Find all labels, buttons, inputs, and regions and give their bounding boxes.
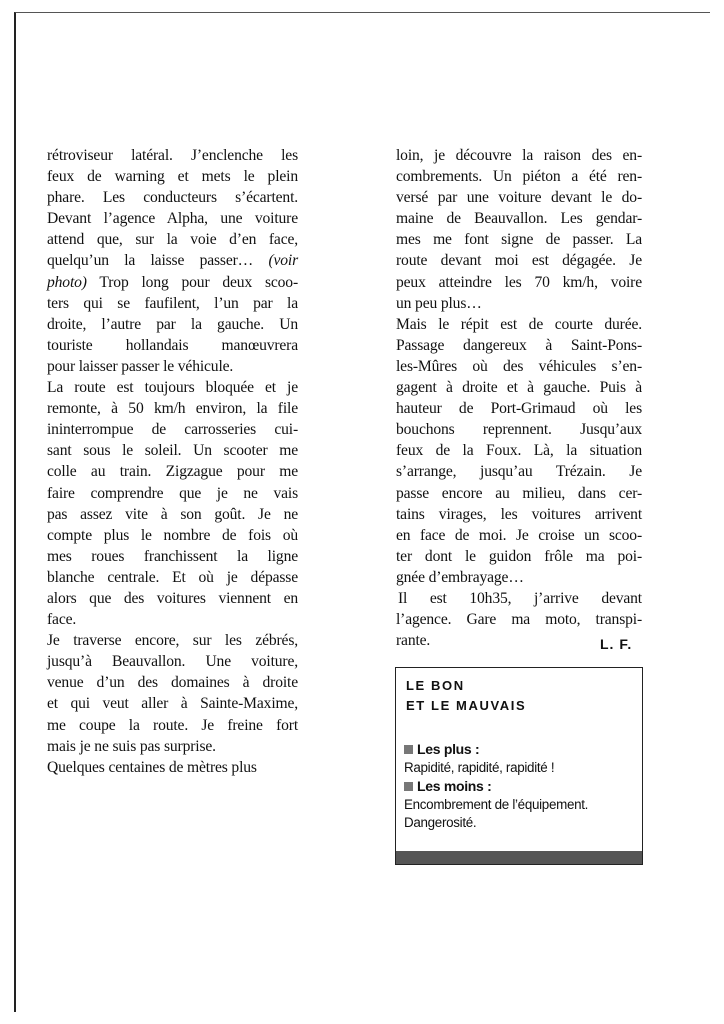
box-title-line: ET LE MAUVAIS [406,698,527,713]
text-line: et qui veut aller à Sainte-Maxime, [47,695,298,713]
text-line-with-italic [47,250,298,271]
text-line: Passage dangereux à Saint-Pons- [396,336,642,354]
square-bullet-icon [404,782,413,791]
text-line: Devant l’agence Alpha, une voiture [47,210,298,228]
text-line: La route est toujours bloquée et je [47,379,298,397]
box-bottom-bar [396,851,642,864]
minus-text: Dangerosité. [404,815,477,830]
box-title-line: LE BON [406,678,465,693]
text-line: Je traverse encore, sur les zébrés, [47,632,298,650]
text-line: blanche centrale. Et où je dépasse [47,568,298,586]
text-line: feux de warning et mets le plein [47,168,298,186]
text-line: versé par une voiture devant le do- [396,189,642,207]
text-line: feux de la Foux. Là, la situation [396,442,642,460]
text-line: venue d’un des domaines à droite [47,674,298,692]
box-body [404,740,636,833]
text-line: colle au train. Zigzague pour me [47,463,298,481]
text-line: bouchons reprennent. Jusqu’aux [396,421,642,439]
text-line: s’arrange, jusqu’au Trézain. Je [396,463,642,481]
text-line: mes roues franchissent la ligne [47,547,298,565]
plus-heading [404,740,636,759]
text-line: Il est 10h35, j’arrive devant [398,589,642,607]
text-line: passe encore au milieu, dans cer- [396,484,642,502]
text-line: touriste hollandais manœuvrera [47,336,298,354]
minus-text: Encombrement de l’équipement. [404,796,589,812]
text-segment: Trop long pour deux scoo- [86,273,298,291]
text-line: combrements. Un piéton a été ren- [396,168,642,186]
left-column [47,145,298,778]
text-line: ter dont le guidon frôle ma poi- [396,547,642,565]
text-line: sant sous le soleil. Un scooter me [47,442,298,460]
box-title [406,676,526,716]
text-line: alors que des voitures viennent en [47,589,298,607]
text-line: jusqu’à Beauvallon. Une voiture, [47,653,298,671]
text-line: route devant moi est dégagée. Je [396,252,642,270]
text-line: l’agence. Gare ma moto, transpi- [396,611,642,629]
plus-heading-label: Les plus : [417,741,480,757]
text-line: faire comprendre que je ne vais [47,484,298,502]
italic-segment: (voir [268,252,298,270]
plus-text: Rapidité, rapidité, rapidité ! [404,759,555,775]
text-line: face. [47,611,77,629]
italic-segment: photo) [47,273,87,291]
text-line: ters qui se faufilent, l’un par la [47,294,298,312]
verdict-box [395,667,643,865]
text-line: Mais le répit est de courte durée. [396,315,642,333]
text-line: phare. Les conducteurs s’écartent. [47,189,298,207]
text-line: compte plus le nombre de fois où [47,526,298,544]
text-segment: quelqu’un la laisse passer… [47,252,254,270]
text-line: droite, l’autre par la gauche. Un [47,315,298,333]
text-line: peux atteindre les 70 km/h, voire [396,273,642,291]
text-line: rante. [396,632,431,650]
text-line: gagent à droite et à gauche. Puis à [396,379,642,397]
right-column [396,145,642,651]
text-line: mais je ne suis pas surprise. [47,737,216,755]
text-line: attend que, sur la voie d’en face, [47,231,298,249]
text-line: loin, je découvre la raison des en- [396,147,642,164]
text-line: les-Mûres où des véhicules s’en- [396,357,642,375]
text-line: pas assez vite à son goût. Je ne [47,505,298,523]
author-signature: L. F. [600,636,633,652]
text-line: tains virages, les voitures arrivent [396,505,642,523]
text-line: hauteur de Port-Grimaud où les [396,400,642,418]
text-line: me coupe la route. Je freine fort [47,716,298,734]
text-line: gnée d’embrayage… [396,568,524,586]
text-line: rétroviseur latéral. J’enclenche les [47,147,298,164]
text-line: mes me font signe de passer. La [396,231,642,249]
square-bullet-icon [404,745,413,754]
text-line: ininterrompue de carrosseries cui- [47,421,298,439]
text-line: un peu plus… [396,294,482,312]
text-line: Quelques centaines de mètres plus [47,758,257,776]
text-line: maine de Beauvallon. Les gendar- [396,210,642,228]
minus-heading-label: Les moins : [417,778,492,794]
text-line: pour laisser passer le véhicule. [47,357,234,375]
text-line: remonte, à 50 km/h environ, la file [47,400,298,418]
text-line-with-italic [47,272,298,293]
minus-heading [404,777,636,796]
text-line: en face de moi. Je croise un scoo- [396,526,642,544]
